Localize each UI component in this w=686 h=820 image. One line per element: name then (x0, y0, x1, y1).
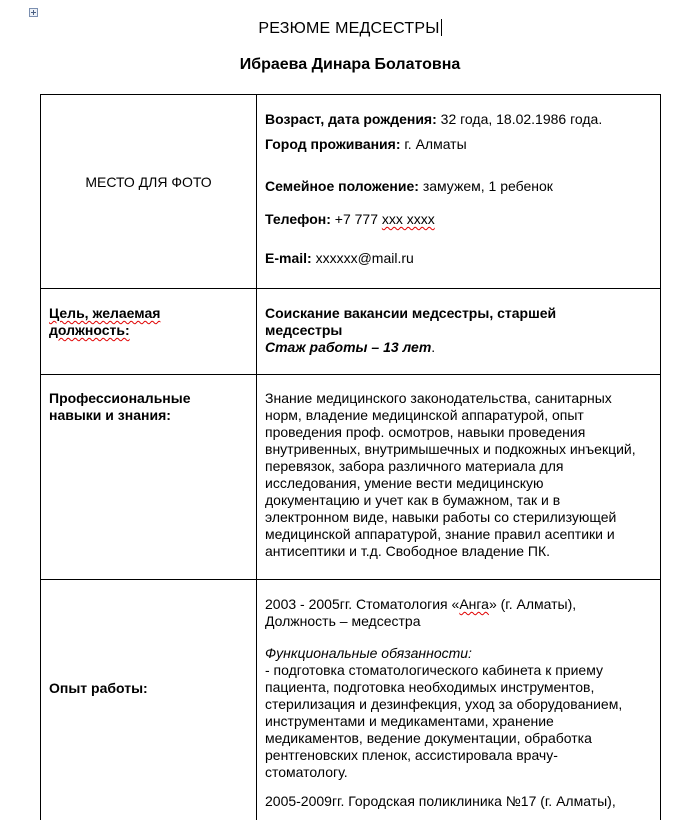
job1-organization: Анга (459, 596, 489, 612)
skills-label-cell (41, 375, 257, 579)
skills-line: антисептики и т.д. Свободное владение ПК. (265, 543, 550, 559)
goal-label-cell (41, 289, 257, 374)
skills-line: внутривенных, внутримышечных и подкожных инъекций, (265, 441, 636, 457)
experience-row (41, 580, 660, 820)
skills-line: проведения проф. осмотров, навыки проведения (265, 424, 586, 440)
skills-value-cell (257, 375, 660, 579)
city-value: г. Алматы (404, 136, 467, 152)
skills-line: документацию и учет как в бумажном, так и в (265, 492, 561, 508)
document-title: РЕЗЮМЕ МЕДСЕСТРЫ (258, 20, 440, 37)
goal-value-cell (257, 289, 660, 374)
job1-position: Должность – медсестра (265, 613, 421, 629)
skills-line: перевязок, забора различного материала для (265, 458, 564, 474)
email-label: E-mail: (265, 250, 312, 266)
experience-years: Стаж работы – 13 лет (265, 339, 432, 355)
phone-label: Телефон: (265, 211, 331, 227)
skills-line: медицинской аппаратурой, знание правил асептики и (265, 526, 615, 542)
email-value: xxxxxx@mail.ru (315, 250, 414, 266)
skills-line: исследования, умение вести медицинскую (265, 475, 544, 491)
skills-line: Знание медицинского законодательства, санитарных (265, 390, 612, 406)
experience-period: . (431, 339, 436, 355)
skills-label-line2: навыки и знания: (49, 407, 171, 423)
job1-duties (265, 645, 656, 781)
duties-line: стоматологу. (265, 764, 348, 780)
table-move-handle-icon[interactable] (29, 8, 38, 17)
candidate-name: Ибраева Динара Болатовна (239, 56, 461, 73)
duties-line: - подготовка стоматологического кабинета к приему (265, 662, 603, 678)
family-line (265, 178, 553, 194)
experience-label-cell (41, 580, 257, 820)
experience-value-cell (257, 580, 660, 820)
age-label: Возраст, дата рождения: (265, 111, 437, 127)
skills-line: норм, владение медицинской аппаратурой, опыт (265, 407, 584, 423)
text-cursor (441, 19, 442, 36)
city-line (265, 136, 467, 152)
skills-label (49, 390, 252, 424)
phone-prefix: +7 777 (334, 211, 378, 227)
goal-value (265, 305, 656, 356)
photo-cell (41, 95, 257, 288)
job1-city: » (г. Алматы), (488, 596, 577, 612)
skills-text (265, 390, 656, 560)
family-value: замужем, 1 ребенок (422, 178, 553, 194)
goal-row (41, 289, 660, 375)
city-label: Город проживания: (265, 136, 401, 152)
duties-line: инструментами и медикаментами, хранение (265, 713, 554, 729)
duties-line: медикаментов, ведение документации, обработка (265, 730, 592, 746)
phone-line (265, 211, 435, 227)
goal-value-line1: Соискание вакансии медсестры, старшей (265, 305, 557, 321)
job1-period: 2003 - 2005гг. Стоматология « (265, 596, 460, 612)
duties-line: рентгеновских пленок, ассистировала врачу- (265, 747, 558, 763)
duties-line: стерилизация и дезинфекция, уход за оборудованием, (265, 696, 623, 712)
personal-info-cell (257, 95, 660, 288)
age-line (265, 111, 602, 127)
skills-row (41, 375, 660, 580)
goal-value-line2: медсестры (265, 322, 343, 338)
goal-label-line1: Цель, желаемая (49, 305, 161, 321)
duties-title: Функциональные обязанности: (265, 645, 472, 661)
goal-label (49, 305, 252, 339)
photo-placeholder: МЕСТО ДЛЯ ФОТО (85, 174, 212, 190)
personal-info-row (41, 95, 660, 289)
email-line (265, 250, 414, 266)
phone-masked: xxx xxxx (381, 211, 435, 227)
job-2: 2005-2009гг. Городская поликлиника №17 (г. Алматы), (265, 793, 616, 809)
experience-label: Опыт работы: (49, 680, 148, 696)
resume-table (40, 94, 661, 820)
duties-line: пациента, подготовка необходимых инструментов, (265, 679, 595, 695)
skills-line: электронном виде, навыки работы со стерилизующей (265, 509, 617, 525)
family-label: Семейное положение: (265, 178, 419, 194)
age-value: 32 года, 18.02.1986 года. (440, 111, 603, 127)
skills-label-line1: Профессиональные (49, 390, 191, 406)
job-1 (265, 596, 656, 630)
goal-label-line2: должность: (49, 322, 130, 338)
